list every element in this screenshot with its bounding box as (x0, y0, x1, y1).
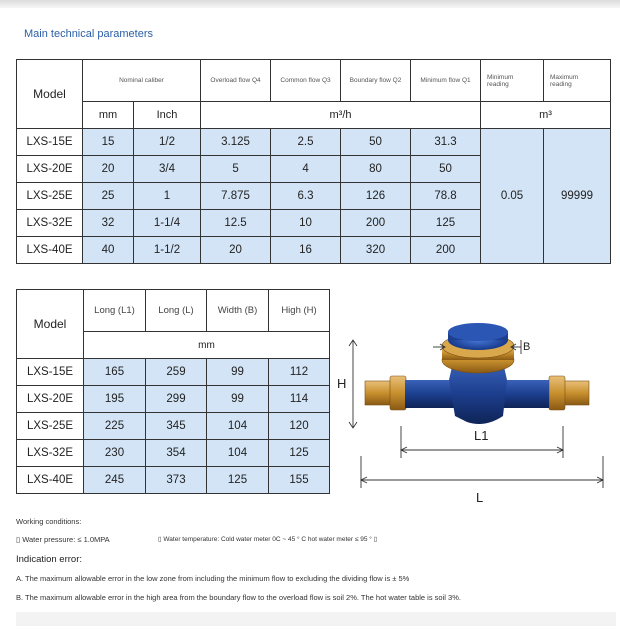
q1-cell: 50 (411, 156, 481, 183)
minimum-reading-header: Minimum reading (481, 60, 544, 102)
model-header: Model (17, 290, 84, 359)
water-temperature-note: ▯ Water temperature: Cold water meter 0C ~ 45 ° C hot water meter ≤ 95 ° ▯ (158, 536, 378, 543)
label-b: B (523, 341, 531, 353)
l1-cell: 245 (84, 467, 146, 494)
long-l1-header: Long (L1) (84, 290, 146, 332)
boundary-flow-header: Boundary flow Q2 (341, 60, 411, 102)
l-cell: 373 (146, 467, 207, 494)
q1-cell: 78.8 (411, 183, 481, 210)
mm-cell: 15 (83, 129, 134, 156)
table-row (17, 386, 330, 413)
q1-cell: 125 (411, 210, 481, 237)
model-cell: LXS-15E (17, 359, 84, 386)
model-cell: LXS-25E (17, 183, 83, 210)
inch-cell: 1/2 (134, 129, 201, 156)
model-cell: LXS-32E (17, 440, 84, 467)
q3-cell: 10 (271, 210, 341, 237)
mm-cell: 40 (83, 237, 134, 264)
l-cell: 259 (146, 359, 207, 386)
h-cell: 114 (269, 386, 330, 413)
b-cell: 99 (207, 359, 269, 386)
indication-error-label: Indication error: (16, 554, 83, 565)
nominal-caliber-header: Nominal caliber (83, 60, 201, 102)
l-cell: 354 (146, 440, 207, 467)
unit-mm: mm (84, 332, 330, 359)
mm-cell: 25 (83, 183, 134, 210)
high-h-header: High (H) (269, 290, 330, 332)
q4-cell: 7.875 (201, 183, 271, 210)
q4-cell: 3.125 (201, 129, 271, 156)
inch-cell: 3/4 (134, 156, 201, 183)
minimum-flow-header: Minimum flow Q1 (411, 60, 481, 102)
q1-cell: 31.3 (411, 129, 481, 156)
q2-cell: 50 (341, 129, 411, 156)
unit-reading: m³ (481, 102, 611, 129)
dimensions-table (16, 289, 330, 494)
error-note-a: A. The maximum allowable error in the low zone from including the minimum flow to excluding the dividing flow is ± 5% (16, 574, 410, 583)
model-cell: LXS-40E (17, 467, 84, 494)
unit-flow: m³/h (201, 102, 481, 129)
table-row (17, 129, 611, 156)
technical-parameters-table (16, 59, 611, 264)
unit-inch: Inch (134, 102, 201, 129)
q2-cell: 200 (341, 210, 411, 237)
mm-cell: 32 (83, 210, 134, 237)
model-cell: LXS-20E (17, 386, 84, 413)
common-flow-header: Common flow Q3 (271, 60, 341, 102)
error-note-b: B. The maximum allowable error in the high area from the boundary flow to the overload flow is soil 2%. The hot water table is soil 3%. (16, 593, 461, 602)
h-cell: 155 (269, 467, 330, 494)
h-cell: 125 (269, 440, 330, 467)
unit-mm: mm (83, 102, 134, 129)
model-cell: LXS-20E (17, 156, 83, 183)
q4-cell: 12.5 (201, 210, 271, 237)
label-l1: L1 (474, 428, 489, 443)
q3-cell: 2.5 (271, 129, 341, 156)
h-cell: 112 (269, 359, 330, 386)
model-header: Model (17, 60, 83, 129)
q2-cell: 126 (341, 183, 411, 210)
b-cell: 125 (207, 467, 269, 494)
long-l-header: Long (L) (146, 290, 207, 332)
model-cell: LXS-25E (17, 413, 84, 440)
q4-cell: 5 (201, 156, 271, 183)
width-b-header: Width (B) (207, 290, 269, 332)
table-row (17, 467, 330, 494)
top-gradient-bar (0, 0, 620, 8)
water-pressure-note: ▯ Water pressure: ≤ 1.0MPA (16, 535, 110, 544)
b-cell: 99 (207, 386, 269, 413)
q4-cell: 20 (201, 237, 271, 264)
label-l: L (476, 490, 484, 505)
b-cell: 104 (207, 413, 269, 440)
minimum-reading-value: 0.05 (481, 129, 544, 264)
mm-cell: 20 (83, 156, 134, 183)
l-cell: 299 (146, 386, 207, 413)
model-cell: LXS-40E (17, 237, 83, 264)
q2-cell: 320 (341, 237, 411, 264)
inch-cell: 1 (134, 183, 201, 210)
bottom-bar (16, 612, 616, 626)
q3-cell: 16 (271, 237, 341, 264)
label-h: H (337, 376, 347, 391)
b-cell: 104 (207, 440, 269, 467)
l-cell: 345 (146, 413, 207, 440)
model-cell: LXS-32E (17, 210, 83, 237)
q2-cell: 80 (341, 156, 411, 183)
h-cell: 120 (269, 413, 330, 440)
section-title: Main technical parameters (24, 28, 154, 40)
q3-cell: 4 (271, 156, 341, 183)
table-row (17, 413, 330, 440)
meter-body (365, 323, 589, 424)
q1-cell: 200 (411, 237, 481, 264)
l1-cell: 195 (84, 386, 146, 413)
inch-cell: 1-1/4 (134, 210, 201, 237)
inch-cell: 1-1/2 (134, 237, 201, 264)
l1-cell: 225 (84, 413, 146, 440)
working-conditions-label: Working conditions: (16, 517, 82, 526)
table-row (17, 359, 330, 386)
overload-flow-header: Overload flow Q4 (201, 60, 271, 102)
l1-cell: 165 (84, 359, 146, 386)
maximum-reading-value: 99999 (544, 129, 611, 264)
model-cell: LXS-15E (17, 129, 83, 156)
l1-cell: 230 (84, 440, 146, 467)
table-row (17, 440, 330, 467)
maximum-reading-header: Maximum reading (544, 60, 611, 102)
q3-cell: 6.3 (271, 183, 341, 210)
water-meter-diagram (335, 318, 615, 518)
